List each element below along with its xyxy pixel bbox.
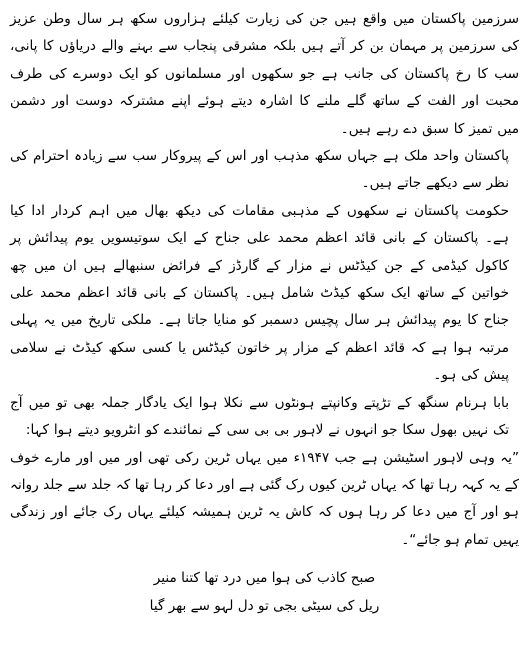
poem-line-1: صبح کاذب کی ہوا میں درد تھا کتنا منیر: [153, 570, 376, 587]
paragraph-pilgrimage-rivers: سرزمین پاکستان میں واقع ہیں جن کی زیارت کیلئے ہزاروں سکھ ہر سال وطن عزیز کی سرزمین پر مہمان بن کر آتے ہیں بلکہ مشرقی پنجاب سے بہنے والے دریاؤں کا پانی، سب کا رخ پاکستان کی جانب ہے جو سکھوں اور مسلمانوں کو ایک دوسرے کی طرف محبت اور الفت کے ساتھ گلے ملنے کا اشارہ دیتے ہوئے اپنے مشترکہ دوست اور دشمن میں تمیز کا سبق دے رہے ہیں۔: [10, 11, 519, 137]
poem-line-2: ریل کی سیٹی بجی تو دل لہو سے بھر گیا: [149, 598, 380, 615]
poem-couplet: [10, 564, 519, 620]
paragraph-sikh-cadet: حکومت پاکستان نے سکھوں کے مذہبی مقامات کی دیکھ بھال میں اہم کردار ادا کیا ہے۔ پاکستان کے بانی قائد اعظم محمد علی جناح کے ایک سوتیسویں یوم پیدائش پر کاکول کیڈمی کے جن کیڈٹس نے مزار کے گارڈز کے فرائض سنبھالے ہیں ان میں چھ خواتین کے ساتھ ایک سکھ کیڈٹ شامل ہیں۔ پاکستان کے بانی قائد اعظم محمد علی جناح کا یوم پیدائش ہر سال پچیس دسمبر کو منایا جاتا ہے۔ ملکی تاریخ میں یہ پہلی مرتبہ ہوا ہے کہ قائد اعظم کے مزار پر خاتون کیڈٹس یا کسی سکھ کیڈٹ نے سلامی پیش کی ہو۔: [10, 202, 509, 384]
paragraph-pakistan-respect: پاکستان واحد ملک ہے جہاں سکھ مذہب اور اس کے پیروکار سب سے زیادہ احترام کی نظر سے دیکھے جاتے ہیں۔: [10, 148, 509, 192]
paragraph-baba-harnam-singh: بابا ہرنام سنگھ کے تڑپتے وکانپتے ہونٹوں سے نکلا ہوا ایک یادگار جملہ بھی تو میں آج تک نہیں بھول سکا جو انہوں نے لاہور بی بی سی کے نمائندے کو انٹرویو دیتے ہوا کہا:: [10, 394, 509, 439]
quote-lahore-station: ”یہ وہی لاہور اسٹیشن ہے جب ۱۹۴۷ء میں یہاں ٹرین رکی تھی اور میں اور مارے خوف کے یہ کہہ رہا تھا کہ یہاں ٹرین کیوں رک گئی ہے اور دعا کر رہا تھا کہ جلد سے جلد روانہ ہو اور آج میں دعا کر رہا ہوں کہ کاش یہ ٹرین ہمیشہ کیلئے یہاں رک جائے اور زندگی یہیں تمام ہو جائے“۔: [10, 449, 519, 548]
